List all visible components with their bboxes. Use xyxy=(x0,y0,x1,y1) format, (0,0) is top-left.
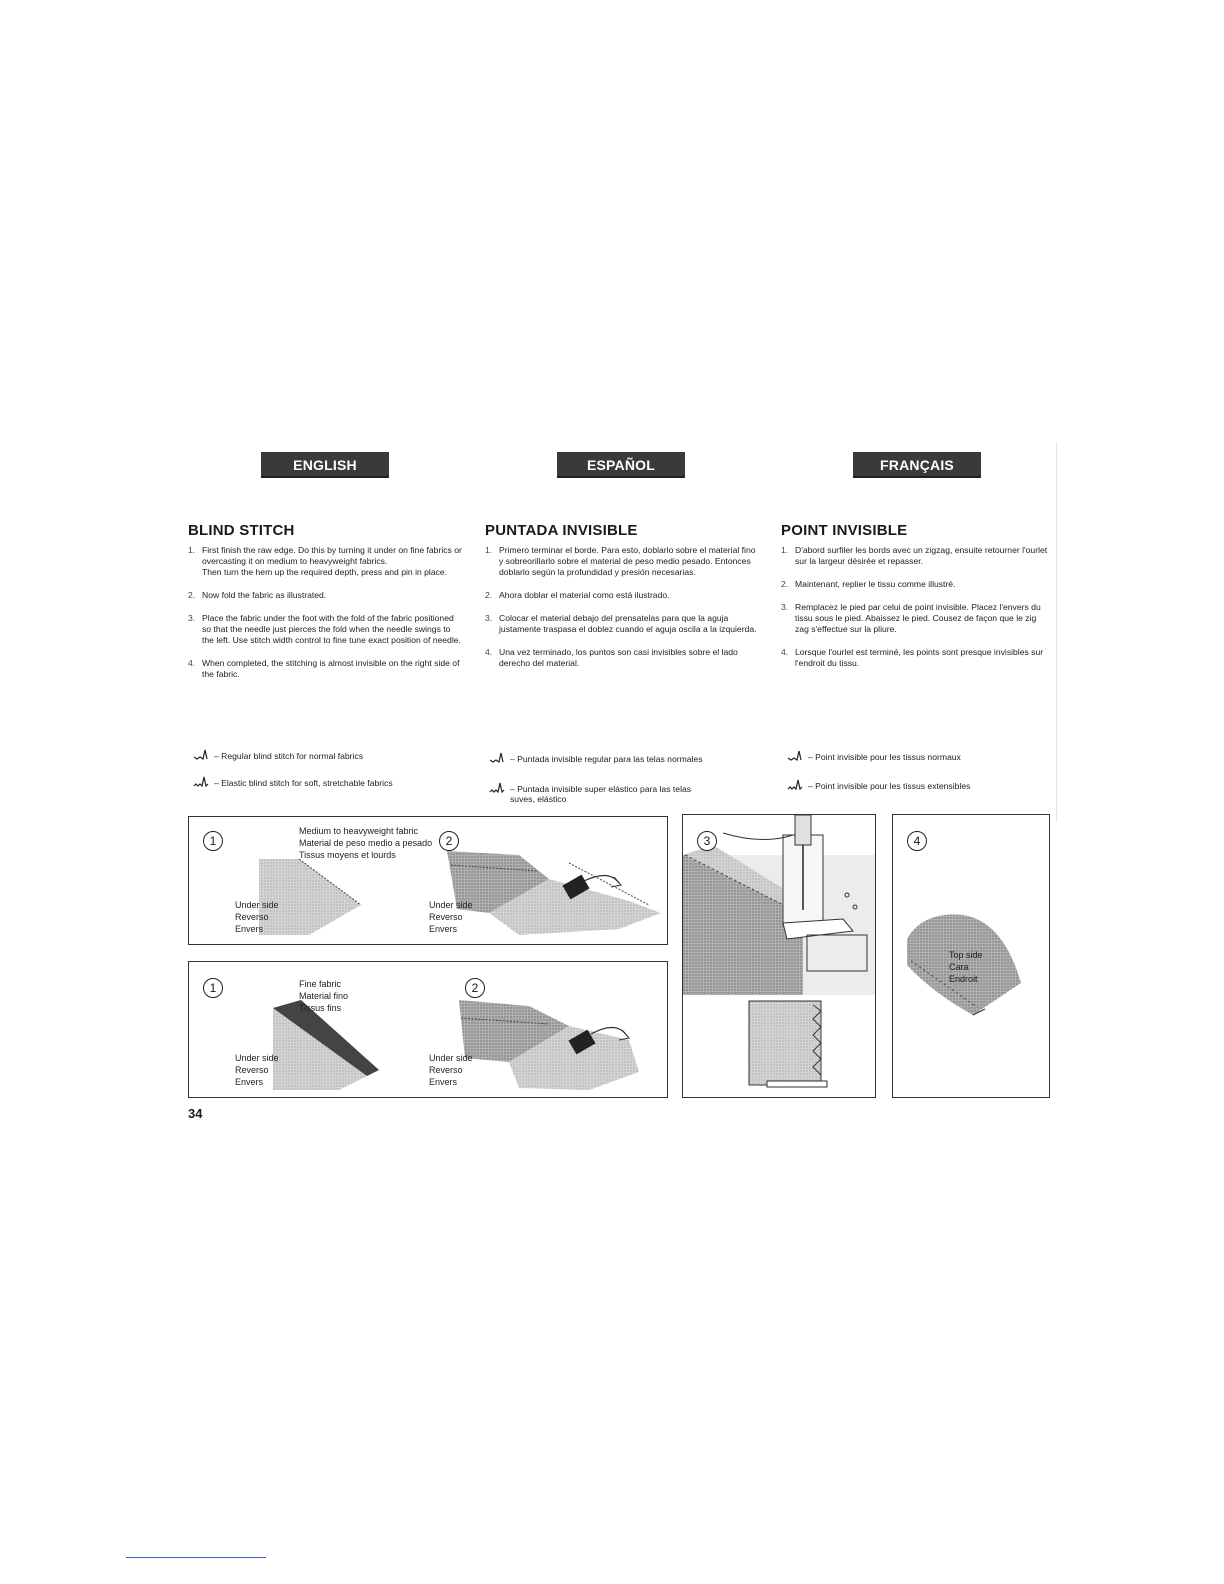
tab-english: ENGLISH xyxy=(261,452,389,478)
note-text: – Point invisible pour les tissus extensibles xyxy=(808,781,971,791)
step-text: Ahora doblar el material como está ilustrado. xyxy=(499,590,670,600)
figure-heavy-fabric xyxy=(188,816,668,945)
heavy-fabric-label xyxy=(299,825,432,861)
footnote-rule xyxy=(126,1557,266,1558)
step-text: Now fold the fabric as illustrated. xyxy=(202,590,327,600)
french-step-3 xyxy=(781,602,1051,635)
under-side-label xyxy=(235,1052,279,1088)
step-number: 3. xyxy=(188,613,196,623)
french-column xyxy=(781,522,1051,681)
label-fr: Envers xyxy=(235,1077,264,1087)
label-en: Under side xyxy=(429,1053,473,1063)
label-en: Medium to heavyweight fabric xyxy=(299,826,419,836)
step-number: 4. xyxy=(781,647,789,657)
label-es: Reverso xyxy=(235,912,269,922)
step-text: D'abord surfiler les bords avec un zigzag, ensuite retourner l'ourlet sur la largeur désirée et repasser. xyxy=(795,545,1048,566)
presser-foot-illustration xyxy=(683,815,875,1097)
label-es: Reverso xyxy=(429,1065,463,1075)
french-step-4 xyxy=(781,647,1051,669)
spanish-title: PUNTADA INVISIBLE xyxy=(485,522,638,539)
label-fr: Endroit xyxy=(949,974,978,984)
label-es: Reverso xyxy=(429,912,463,922)
step-number: 3. xyxy=(781,602,789,612)
note-text: – Puntada invisible regular para las telas normales xyxy=(510,754,703,764)
step-number: 4. xyxy=(188,658,196,668)
label-es: Reverso xyxy=(235,1065,269,1075)
step-marker-2: 2 xyxy=(465,978,485,998)
elastic-blind-stitch-icon xyxy=(786,777,804,795)
under-side-label xyxy=(429,1052,473,1088)
step-text: When completed, the stitching is almost invisible on the right side of the fabric. xyxy=(202,658,460,679)
label-fr: Tissus fins xyxy=(299,1003,342,1013)
note-text: – Regular blind stitch for normal fabrics xyxy=(214,751,364,761)
elastic-blind-stitch-icon xyxy=(192,774,210,792)
label-en: Under side xyxy=(429,900,473,910)
step-text: Remplacez le pied par celui de point invisible. Placez l'envers du tissu sous le pied. Abaissez le pied. Cousez de façon que le zig zag s'effectue sur la pliure. xyxy=(795,602,1041,634)
english-step-1 xyxy=(188,545,464,578)
blind-stitch-icon xyxy=(192,747,210,765)
step-text: First finish the raw edge. Do this by turning it under on fine fabrics or overcasting it on medium to heavyweight fabrics. xyxy=(202,545,462,566)
step-marker-3: 3 xyxy=(697,831,717,851)
english-step-2 xyxy=(188,590,464,601)
step-marker-4: 4 xyxy=(907,831,927,851)
step-text: Primero terminar el borde. Para esto, doblarlo sobre el material fino y sobreorillarlo sobre el material de peso medio pesado. Entonces doblarlo según la profundidad y presión necesarias. xyxy=(499,545,756,577)
blind-stitch-icon xyxy=(786,748,804,766)
label-es: Material fino xyxy=(299,991,349,1001)
step-marker-2: 2 xyxy=(439,831,459,851)
english-step-4 xyxy=(188,658,464,680)
english-column xyxy=(188,522,464,692)
blind-stitch-icon xyxy=(488,750,506,768)
english-title: BLIND STITCH xyxy=(188,522,295,539)
note-text: – Puntada invisible super elástico para las telas suves, elástico xyxy=(510,784,692,804)
note-text: – Elastic blind stitch for soft, stretchable fabrics xyxy=(214,778,393,788)
step-text: Maintenant, replier le tissu comme illustré. xyxy=(795,579,956,589)
label-en: Under side xyxy=(235,1053,279,1063)
under-side-label xyxy=(429,899,473,935)
label-fr: Envers xyxy=(235,924,264,934)
step-number: 2. xyxy=(188,590,196,600)
spanish-step-3 xyxy=(485,613,761,635)
spanish-column xyxy=(485,522,761,681)
fine-fabric-label xyxy=(299,978,348,1014)
figure-fine-fabric xyxy=(188,961,668,1098)
page-number: 34 xyxy=(188,1106,203,1121)
label-fr: Envers xyxy=(429,1077,458,1087)
english-step-3 xyxy=(188,613,464,646)
step-text: Place the fabric under the foot with the fold of the fabric positioned so that the needle just pierces the fold when the needle swings to the left. Use stitch width control to fine tune exact position of needle. xyxy=(202,613,461,645)
figure-finished-hem xyxy=(892,814,1050,1098)
step-text: Lorsque l'ourlet est terminé, les points sont presque invisibles sur l'endroit du tissu. xyxy=(795,647,1044,668)
french-steps xyxy=(781,545,1051,669)
step-text: Una vez terminado, los puntos son casi invisibles sobre el lado derecho del material. xyxy=(499,647,738,668)
tab-spanish: ESPAÑOL xyxy=(557,452,685,478)
spanish-step-2 xyxy=(485,590,761,601)
step-number: 3. xyxy=(485,613,493,623)
step-number: 1. xyxy=(485,545,493,555)
label-en: Top side xyxy=(949,950,983,960)
step-number: 4. xyxy=(485,647,493,657)
elastic-blind-stitch-icon xyxy=(488,780,506,798)
label-en: Under side xyxy=(235,900,279,910)
english-steps xyxy=(188,545,464,680)
spanish-step-1 xyxy=(485,545,761,578)
top-side-label xyxy=(949,949,983,985)
spanish-steps xyxy=(485,545,761,669)
note-text: – Point invisible pour les tissus normaux xyxy=(808,752,961,762)
french-step-1 xyxy=(781,545,1051,567)
french-step-2 xyxy=(781,579,1051,590)
spanish-step-4 xyxy=(485,647,761,669)
step-text-extra: Then turn the hem up the required depth, press and pin in place. xyxy=(202,567,448,577)
under-side-label xyxy=(235,899,279,935)
step-number: 1. xyxy=(781,545,789,555)
label-fr: Envers xyxy=(429,924,458,934)
step-number: 2. xyxy=(781,579,789,589)
label-fr: Tissus moyens et lourds xyxy=(299,850,396,860)
step-number: 1. xyxy=(188,545,196,555)
label-es: Cara xyxy=(949,962,969,972)
step-text: Colocar el material debajo del prensatelas para que la aguja justamente traspasa el doblez cuando el aguja oscila a la izquierda. xyxy=(499,613,757,634)
tab-french: FRANÇAIS xyxy=(853,452,981,478)
edge-line xyxy=(1056,442,1057,822)
step-marker-1: 1 xyxy=(203,978,223,998)
step-marker-1: 1 xyxy=(203,831,223,851)
french-title: POINT INVISIBLE xyxy=(781,522,908,539)
label-es: Material de peso medio a pesado xyxy=(299,838,433,848)
figure-sewing-machine xyxy=(682,814,876,1098)
step-number: 2. xyxy=(485,590,493,600)
label-en: Fine fabric xyxy=(299,979,342,989)
